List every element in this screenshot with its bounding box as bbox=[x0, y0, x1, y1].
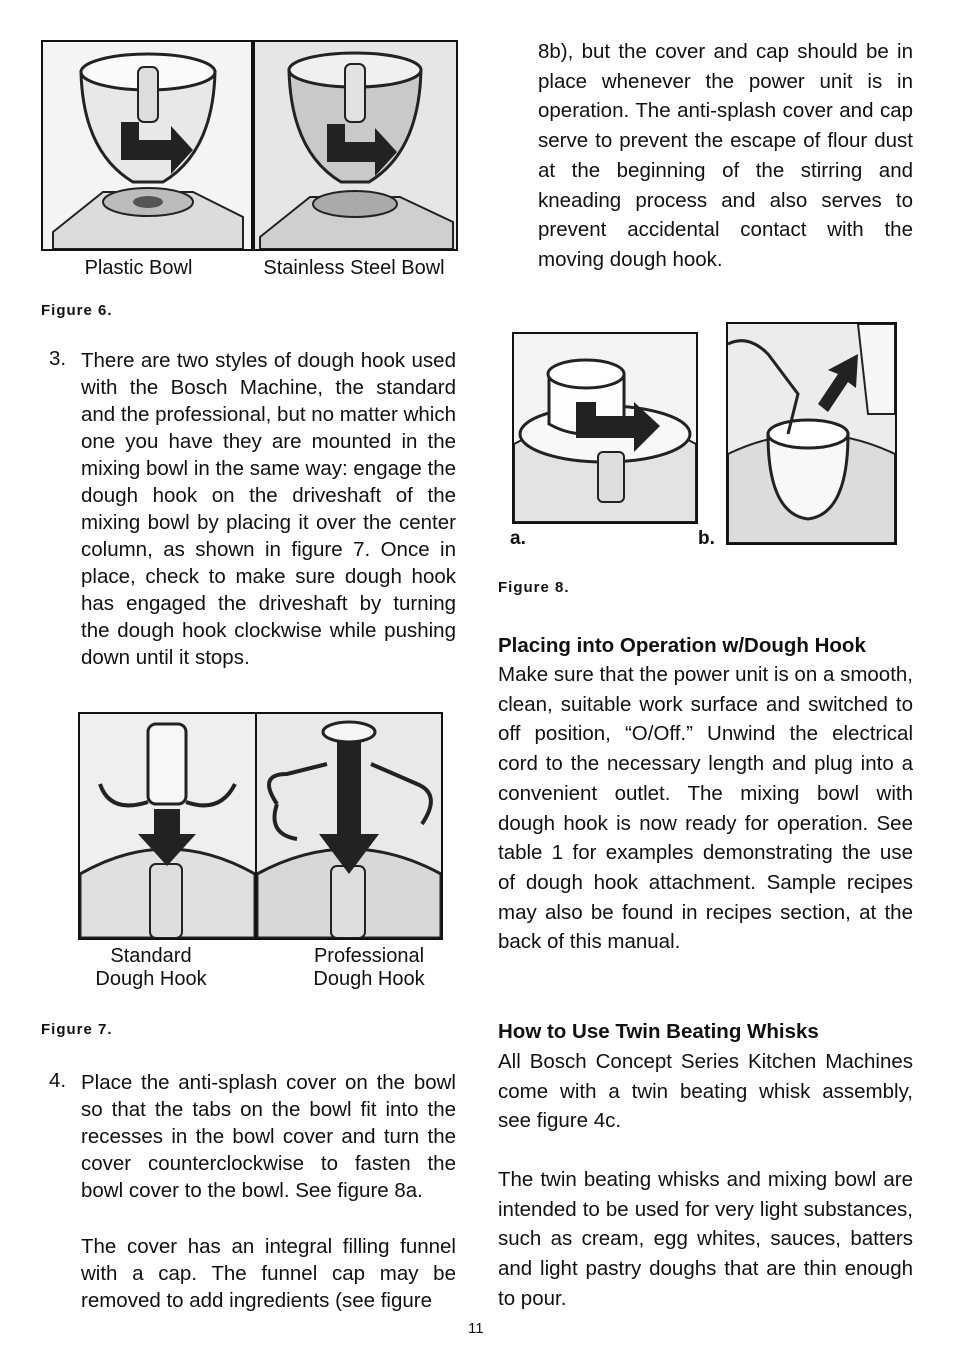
figure7-caption-standard-line2: Dough Hook bbox=[95, 968, 207, 990]
figure6-caption-plastic: Plastic Bowl bbox=[84, 257, 193, 279]
figure7-caption-professional-line2: Dough Hook bbox=[313, 968, 425, 990]
figure6-caption-steel: Stainless Steel Bowl bbox=[263, 257, 445, 279]
standard-hook-illustration bbox=[80, 714, 255, 938]
figure6-label: Figure 6. bbox=[41, 302, 113, 319]
figure7-caption-standard-line1: Standard bbox=[110, 945, 192, 967]
item4-text-2: The cover has an integral filling funnel with a cap. The funnel cap may be removed to add ingredients (see figure bbox=[81, 1235, 456, 1312]
operation-text: Make sure that the power unit is on a smooth, clean, suitable work surface and switched to off position, “O/Off.” Unwind the electrical cord to the necessary length and plug into a convenient outlet. The mixing bowl with dough hook is now ready for operation. See table 1 for examples demonstrating the use of dough hook attachment. Sample recipes may also be found in recipes section, at the back of this manual. bbox=[498, 663, 913, 954]
item3-text: There are two styles of dough hook used with the Bosch Machine, the standard and the professional, but no matter which one you have they are mounted in the mixing bowl in the same way: engage the dough hook on the driveshaft of the mixing bowl by placing it over the center column, as shown in figure 7. Once in place, check to make sure dough hook has engaged the driveshaft by turning the dough hook clockwise while pushing down until it stops. bbox=[81, 349, 456, 669]
item3-number: 3. bbox=[49, 347, 67, 370]
figure7-label: Figure 7. bbox=[41, 1021, 113, 1038]
whisks-text-1: All Bosch Concept Series Kitchen Machines come with a twin beating whisk assembly, see figure 4c. bbox=[498, 1050, 913, 1133]
item4-number: 4. bbox=[49, 1069, 67, 1092]
figure6-steel-bowl-image bbox=[253, 40, 458, 251]
figure6-plastic-bowl-image bbox=[41, 40, 253, 251]
figure8-sub-b: b. bbox=[698, 528, 715, 549]
figure8-sub-a: a. bbox=[510, 528, 526, 549]
funnel-cap-illustration bbox=[728, 324, 895, 543]
figure7-professional-hook-image bbox=[255, 712, 443, 940]
figure8a-cover-image bbox=[512, 332, 698, 524]
figure8-label: Figure 8. bbox=[498, 579, 570, 596]
item4-text-1: Place the anti-splash cover on the bowl so that the tabs on the bowl fit into the recesses in the bowl cover and turn the cover counterclockwise to fasten the bowl cover to the bowl. See figure 8a. bbox=[81, 1071, 456, 1202]
plastic-bowl-illustration bbox=[43, 42, 251, 249]
professional-hook-illustration bbox=[257, 714, 441, 938]
figure7-standard-hook-image bbox=[78, 712, 257, 940]
figure8b-funnel-image bbox=[726, 322, 897, 545]
anti-splash-cover-illustration bbox=[514, 334, 696, 522]
whisks-heading: How to Use Twin Beating Whisks bbox=[498, 1020, 819, 1043]
steel-bowl-illustration bbox=[255, 42, 456, 249]
page-number: 11 bbox=[468, 1320, 484, 1337]
figure7-caption-professional-line1: Professional bbox=[313, 945, 425, 967]
right-top-text: 8b), but the cover and cap should be in place whenever the power unit is in operation. The anti-splash cover and cap serve to prevent the escape of flour dust at the beginning of the stirring and kneading process and also serves to prevent accidental contact with the moving dough hook. bbox=[538, 40, 913, 271]
operation-heading: Placing into Operation w/Dough Hook bbox=[498, 634, 866, 657]
whisks-text-2: The twin beating whisks and mixing bowl are intended to be used for very light substances, such as cream, egg whites, sauces, batters and light pastry doughs that are thin enough to pour. bbox=[498, 1168, 913, 1310]
